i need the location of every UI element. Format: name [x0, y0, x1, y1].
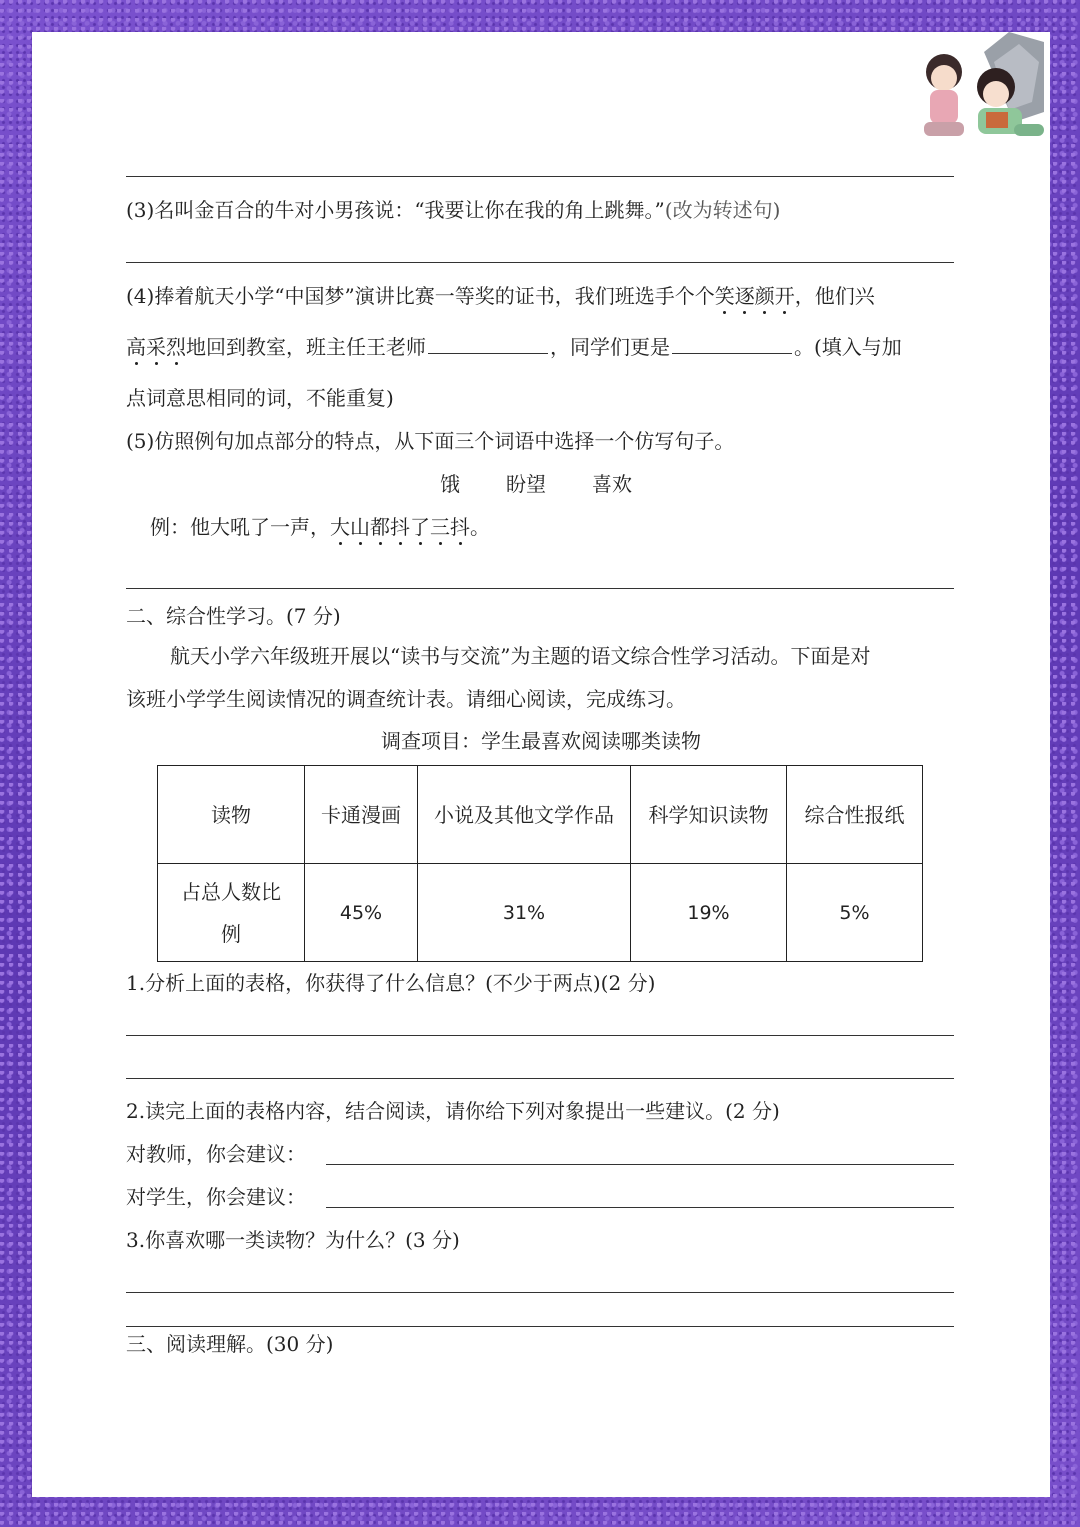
table-row — [158, 864, 923, 962]
fill-blank-2[interactable] — [672, 333, 792, 354]
answer-line[interactable] — [126, 1078, 954, 1079]
word-choice: 饿 — [440, 472, 460, 496]
word-choice: 盼望 — [506, 472, 546, 496]
answer-line — [126, 176, 954, 177]
table-header-cell: 小说及其他文学作品 — [418, 766, 631, 864]
student-suggestion-line[interactable] — [326, 1207, 954, 1208]
question-3-text: (3)名叫金百合的牛对小男孩说：“我要让你在我的角上跳舞。” — [126, 198, 665, 222]
section-2-question-3: 3.你喜欢哪一类读物？为什么？(3 分) — [126, 1228, 460, 1252]
word-choice: 喜欢 — [592, 472, 632, 496]
teacher-suggestion-label: 对教师，你会建议： — [126, 1142, 306, 1166]
answer-line[interactable] — [126, 1326, 954, 1327]
question-4-line-3: 点词意思相同的词，不能重复) — [126, 386, 394, 410]
student-suggestion-label: 对学生，你会建议： — [126, 1185, 306, 1209]
table-header-cell: 卡通漫画 — [305, 766, 418, 864]
section-2-heading: 二、综合性学习。(7 分) — [126, 604, 341, 628]
section-2-intro-1: 航天小学六年级班开展以“读书与交流”为主题的语文综合性学习活动。下面是对 — [170, 644, 871, 668]
table-cell: 31% — [418, 864, 631, 962]
fill-blank-1[interactable] — [428, 333, 548, 354]
table-row — [158, 766, 923, 864]
table-header-cell: 综合性报纸 — [787, 766, 923, 864]
section-2-intro-2: 该班小学学生阅读情况的调查统计表。请细心阅读，完成练习。 — [126, 687, 686, 711]
answer-line[interactable] — [126, 1292, 954, 1293]
table-caption: 调查项目：学生最喜欢阅读哪类读物 — [381, 729, 701, 753]
section-2-question-1: 1.分析上面的表格，你获得了什么信息？(不少于两点)(2 分) — [126, 971, 656, 995]
question-5-instruction: (5)仿照例句加点部分的特点，从下面三个词语中选择一个仿写句子。 — [126, 429, 735, 453]
survey-table — [157, 765, 923, 962]
table-header-cell: 科学知识读物 — [631, 766, 787, 864]
table-cell: 5% — [787, 864, 923, 962]
worksheet-page — [32, 32, 1050, 1497]
section-2-question-2: 2.读完上面的表格内容，结合阅读，请你给下列对象提出一些建议。(2 分) — [126, 1099, 780, 1123]
table-cell: 45% — [305, 864, 418, 962]
word-choices — [440, 470, 678, 498]
section-3-heading: 三、阅读理解。(30 分) — [126, 1332, 334, 1356]
question-3 — [126, 196, 780, 224]
teacher-suggestion-line[interactable] — [326, 1164, 954, 1165]
answer-line[interactable] — [126, 1035, 954, 1036]
table-row-label: 占总人数比例 — [158, 864, 305, 962]
answer-line — [126, 262, 954, 263]
question-4-line-2: 高采烈地回到教室，班主任王老师 ，同学们更是 。(填入与加 — [126, 335, 902, 359]
table-header-cell: 读物 — [158, 766, 305, 864]
question-4-line-1: (4)捧着航天小学“中国梦”演讲比赛一等奖的证书，我们班选手个个笑逐颜开，他们兴 — [126, 284, 875, 308]
table-cell: 19% — [631, 864, 787, 962]
answer-line — [126, 588, 954, 589]
example-sentence: 例：他大吼了一声，大山都抖了三抖。 — [150, 515, 490, 539]
question-3-hint: (改为转述句) — [664, 198, 781, 222]
